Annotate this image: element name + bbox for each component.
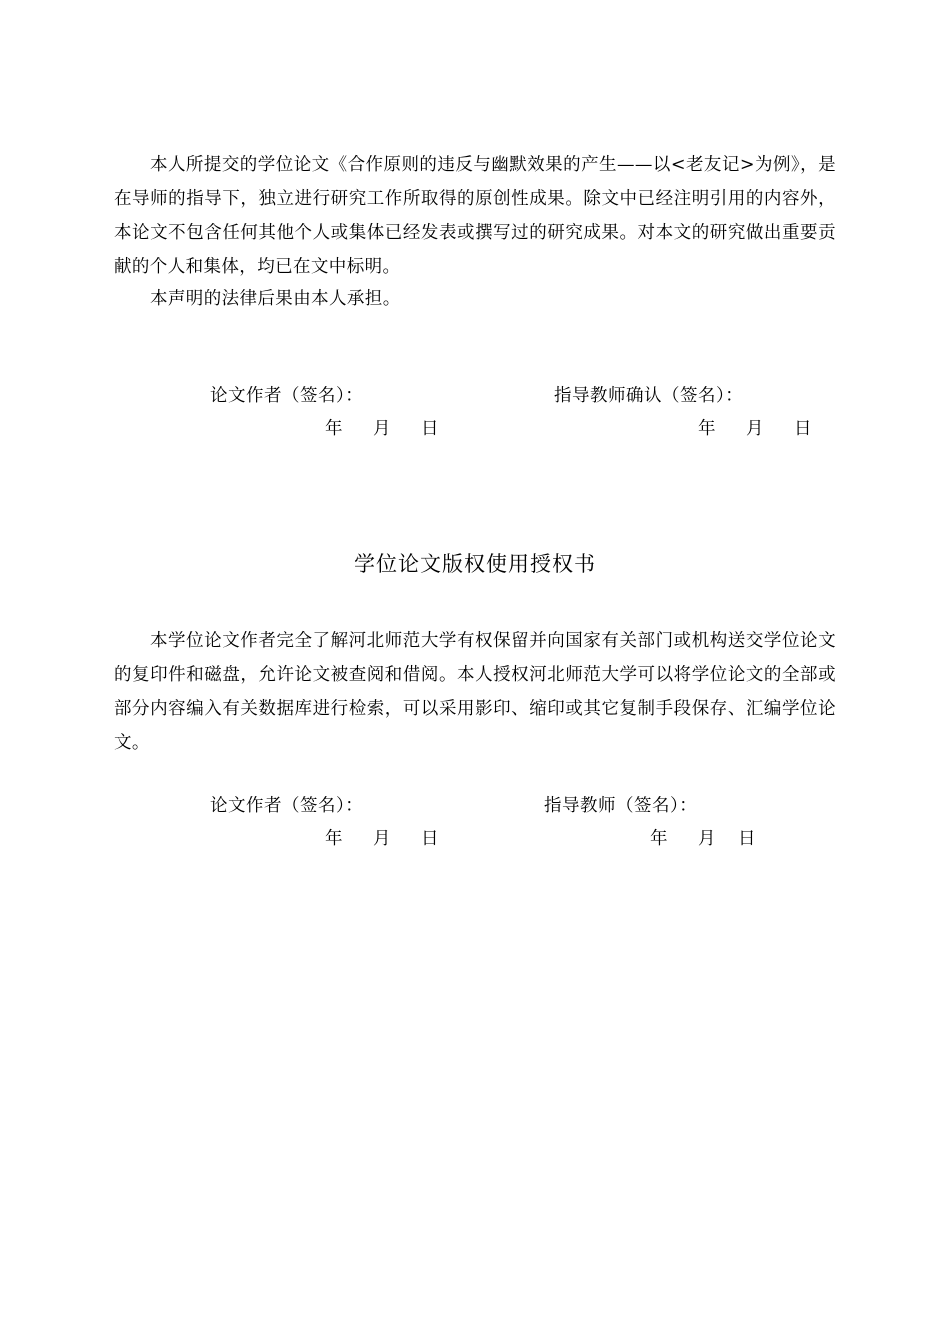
author-signature-label: 论文作者（签名）： — [210, 386, 364, 406]
legal-consequence-statement: 本声明的法律后果由本人承担。 — [150, 289, 401, 309]
supervisor-signature-label: 指导教师（签名）： — [544, 796, 698, 816]
date-day: 日 — [738, 829, 756, 849]
authorization-paragraph: 本学位论文作者完全了解河北师范大学有权保留并向国家有关部门或机构送交学位论文的复印件和磁盘，允许论文被查阅和借阅。本人授权河北师范大学可以将学位论文的全部或部分内容编入有关数据库进行检索，可以采用影印、缩印或其它复制手段保存、汇编学位论文。 — [114, 631, 836, 753]
date-month: 月 — [746, 419, 764, 439]
date-day: 日 — [794, 419, 812, 439]
author-signature-label: 论文作者（签名）： — [210, 796, 364, 816]
date-day: 日 — [421, 419, 439, 439]
date-month: 月 — [373, 419, 391, 439]
date-month: 月 — [373, 829, 391, 849]
date-year: 年 — [650, 829, 668, 849]
authorization-title: 学位论文版权使用授权书 — [354, 552, 596, 576]
date-year: 年 — [325, 829, 343, 849]
date-year: 年 — [325, 419, 343, 439]
supervisor-confirm-signature-label: 指导教师确认（签名）： — [554, 386, 744, 406]
date-month: 月 — [698, 829, 716, 849]
declaration-paragraph: 本人所提交的学位论文《合作原则的违反与幽默效果的产生——以<老友记>为例》，是在导师的指导下，独立进行研究工作所取得的原创性成果。除文中已经注明引用的内容外，本论文不包含任何其他个人或集体已经发表或撰写过的研究成果。对本文的研究做出重要贡献的个人和集体，均已在文中标明。 — [114, 155, 836, 277]
date-year: 年 — [698, 419, 716, 439]
date-day: 日 — [421, 829, 439, 849]
